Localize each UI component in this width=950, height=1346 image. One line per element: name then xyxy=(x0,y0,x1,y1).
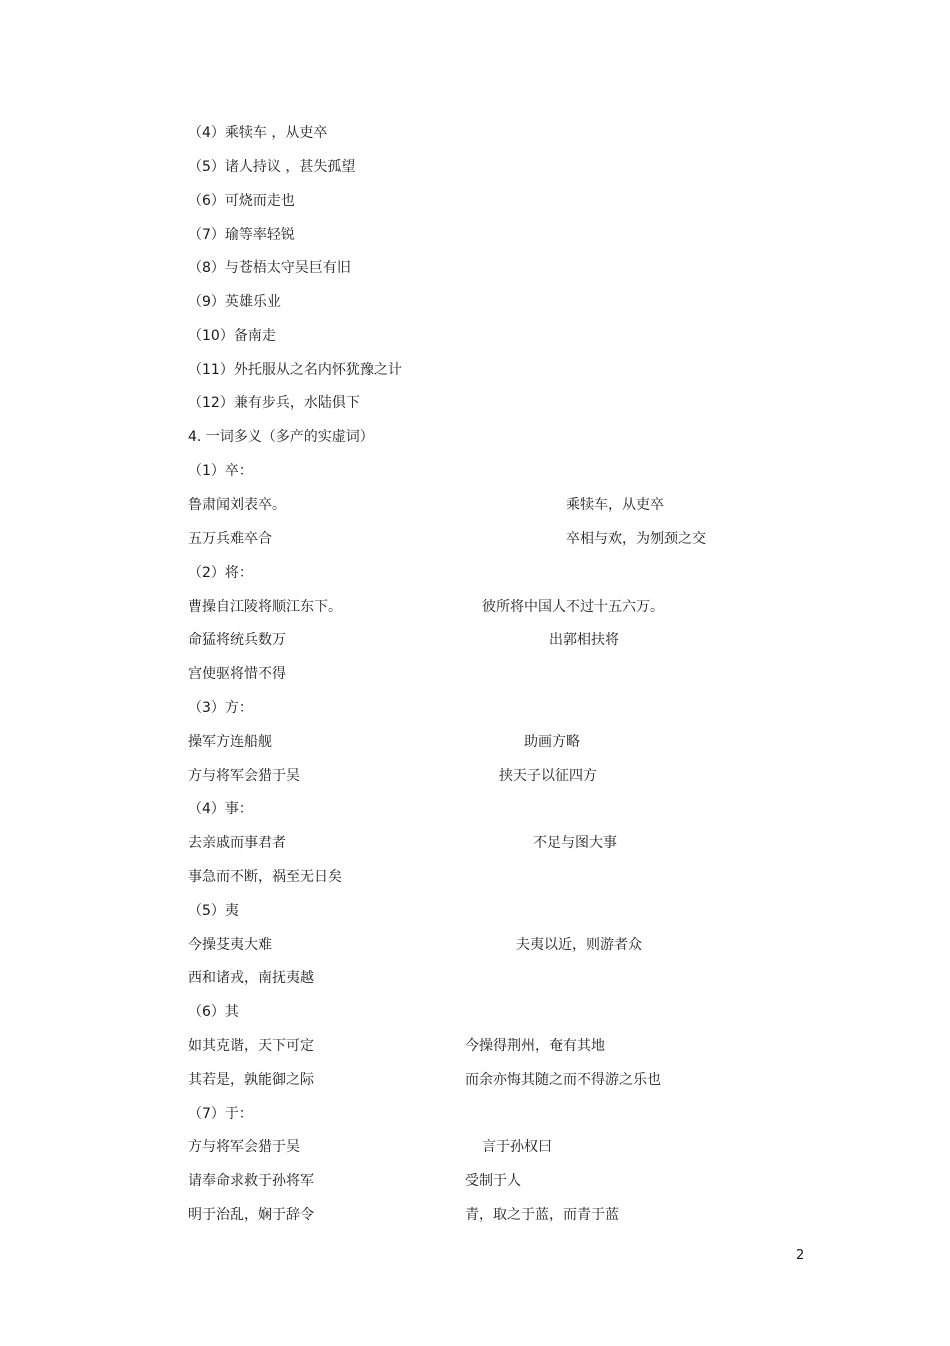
line-text: （6）可烧而走也 xyxy=(188,193,295,209)
example-right: 而余亦悔其随之而不得游之乐也 xyxy=(465,1072,661,1088)
example-row xyxy=(0,597,950,617)
text-line xyxy=(0,225,950,245)
example-left: 鲁肃闻刘表卒。 xyxy=(188,497,286,513)
example-right: 乘犊车，从吏卒 xyxy=(566,497,664,513)
example-row xyxy=(0,732,950,752)
example-left: 西和诸戎，南抚夷越 xyxy=(188,970,314,986)
line-text: （11）外托服从之名内怀犹豫之计 xyxy=(188,362,402,378)
line-text: （5）诸人持议 ，甚失孤望 xyxy=(188,159,356,175)
line-text: （8）与苍梧太守吴巨有旧 xyxy=(188,260,351,276)
line-text: （4）乘犊车 ，从吏卒 xyxy=(188,125,328,141)
example-row xyxy=(0,867,950,887)
example-right: 彼所将中国人不过十五六万。 xyxy=(482,599,664,615)
subheading-text: （7）于： xyxy=(188,1106,253,1122)
subheading-text: （6）其 xyxy=(188,1004,239,1020)
subheading-text: （4）事： xyxy=(188,801,253,817)
example-row xyxy=(0,1171,950,1191)
section-heading xyxy=(0,427,950,447)
example-right: 言于孙权曰 xyxy=(482,1139,552,1155)
example-right: 挟天子以征四方 xyxy=(499,768,597,784)
text-line xyxy=(0,326,950,346)
subheading xyxy=(0,799,950,819)
example-right: 助画方略 xyxy=(524,734,580,750)
text-line xyxy=(0,393,950,413)
example-left: 方与将军会猎于吴 xyxy=(188,1139,300,1155)
subheading-text: （1）卒： xyxy=(188,463,253,479)
example-row xyxy=(0,766,950,786)
example-left: 五万兵难卒合 xyxy=(188,531,272,547)
line-text: （9）英雄乐业 xyxy=(188,294,281,310)
example-left: 宫使驱将惜不得 xyxy=(188,666,286,682)
subheading-text: （3）方： xyxy=(188,700,253,716)
example-row xyxy=(0,630,950,650)
example-left: 曹操自江陵将顺江东下。 xyxy=(188,599,342,615)
example-row xyxy=(0,935,950,955)
example-left: 其若是，孰能御之际 xyxy=(188,1072,314,1088)
example-left: 方与将军会猎于吴 xyxy=(188,768,300,784)
example-right: 青，取之于蓝，而青于蓝 xyxy=(465,1207,619,1223)
subheading xyxy=(0,461,950,481)
example-row xyxy=(0,1137,950,1157)
text-line xyxy=(0,123,950,143)
example-left: 操军方连船舰 xyxy=(188,734,272,750)
example-row xyxy=(0,1070,950,1090)
subheading xyxy=(0,698,950,718)
example-left: 今操芟夷大难 xyxy=(188,937,272,953)
example-left: 如其克谐，天下可定 xyxy=(188,1038,314,1054)
page-number: 2 xyxy=(796,1248,805,1263)
example-row xyxy=(0,968,950,988)
example-right: 卒相与欢，为刎颈之交 xyxy=(566,531,706,547)
line-text: （12）兼有步兵，水陆俱下 xyxy=(188,395,360,411)
example-row xyxy=(0,495,950,515)
example-row xyxy=(0,1205,950,1225)
text-line xyxy=(0,157,950,177)
example-row xyxy=(0,1036,950,1056)
example-left: 事急而不断，祸至无日矣 xyxy=(188,869,342,885)
text-line xyxy=(0,191,950,211)
line-text: （7）瑜等率轻锐 xyxy=(188,227,295,243)
example-right: 出郭相扶将 xyxy=(549,632,619,648)
example-right: 夫夷以近，则游者众 xyxy=(516,937,642,953)
section-heading-text: 4. 一词多义（多产的实虚词） xyxy=(188,429,374,445)
example-row xyxy=(0,529,950,549)
text-line xyxy=(0,292,950,312)
example-row xyxy=(0,833,950,853)
text-line xyxy=(0,258,950,278)
subheading-text: （5）夷 xyxy=(188,903,239,919)
line-text: （10）备南走 xyxy=(188,328,276,344)
text-line xyxy=(0,360,950,380)
example-left: 请奉命求救于孙将军 xyxy=(188,1173,314,1189)
example-left: 去亲戚而事君者 xyxy=(188,835,286,851)
subheading xyxy=(0,1002,950,1022)
example-row xyxy=(0,664,950,684)
example-right: 受制于人 xyxy=(465,1173,521,1189)
subheading xyxy=(0,901,950,921)
example-right: 今操得荆州，奄有其地 xyxy=(465,1038,605,1054)
subheading-text: （2）将： xyxy=(188,565,253,581)
example-left: 明于治乱，娴于辞令 xyxy=(188,1207,314,1223)
subheading xyxy=(0,1104,950,1124)
example-right: 不足与图大事 xyxy=(533,835,617,851)
example-left: 命猛将统兵数万 xyxy=(188,632,286,648)
subheading xyxy=(0,563,950,583)
